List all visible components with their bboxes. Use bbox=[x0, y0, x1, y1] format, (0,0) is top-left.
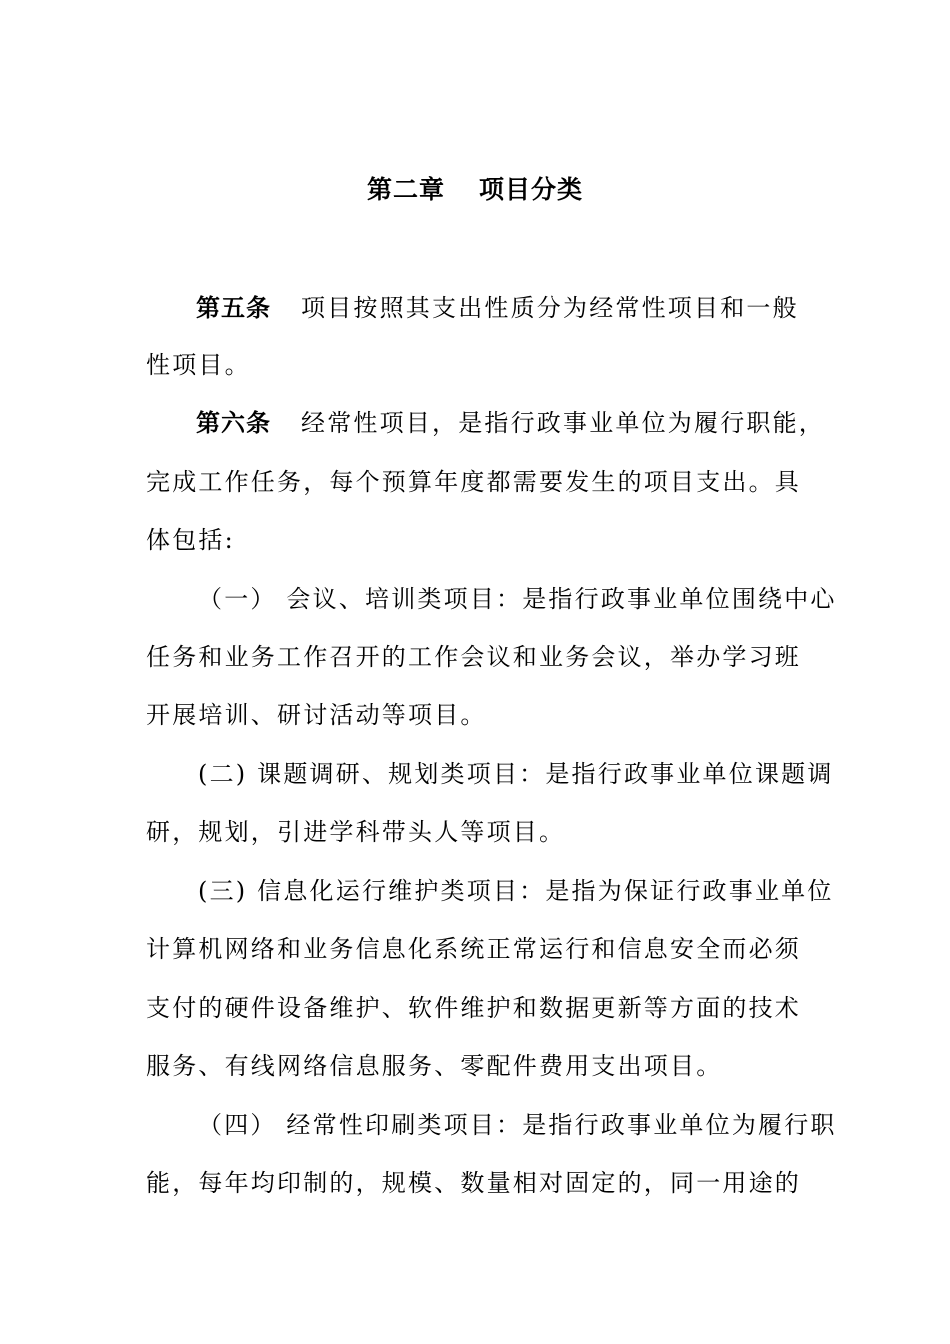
item-3-line-3: 支付的硬件设备维护、软件维护和数据更新等方面的技术 bbox=[146, 994, 801, 1022]
article-6-line-2: 完成工作任务，每个预算年度都需要发生的项目支出。具 bbox=[146, 468, 801, 496]
item-1-line-1: （一） 会议、培训类项目：是指行政事业单位围绕中心 bbox=[198, 585, 837, 613]
article-6-line-1 bbox=[196, 406, 826, 440]
chapter-heading bbox=[0, 172, 950, 208]
article-5-line-2: 性项目。 bbox=[146, 351, 251, 379]
chapter-number: 第二章 bbox=[366, 175, 445, 204]
item-1-line-3: 开展培训、研讨活动等项目。 bbox=[146, 701, 487, 729]
item-3-line-1: (三) 信息化运行维护类项目：是指为保证行政事业单位 bbox=[198, 877, 834, 905]
item-4-line-2: 能，每年均印制的，规模、数量相对固定的，同一用途的 bbox=[146, 1169, 801, 1197]
article-5-line-1 bbox=[196, 291, 826, 325]
article-5-number: 第五条 bbox=[196, 294, 271, 322]
item-2-line-2: 研，规划，引进学科带头人等项目。 bbox=[146, 818, 566, 846]
item-2-line-1: (二) 课题调研、规划类项目：是指行政事业单位课题调 bbox=[198, 760, 834, 788]
item-4-line-1: （四） 经常性印刷类项目：是指行政事业单位为履行职 bbox=[198, 1111, 837, 1139]
item-1-line-2: 任务和业务工作召开的工作会议和业务会议，举办学习班 bbox=[146, 643, 801, 671]
article-6-number: 第六条 bbox=[196, 409, 271, 437]
article-6-text-1: 经常性项目，是指行政事业单位为履行职能， bbox=[301, 409, 825, 437]
item-3-line-2: 计算机网络和业务信息化系统正常运行和信息安全而必须 bbox=[146, 935, 801, 963]
article-6-line-3: 体包括: bbox=[146, 526, 235, 554]
article-5-text-1: 项目按照其支出性质分为经常性项目和一般 bbox=[301, 294, 799, 322]
chapter-title-text: 项目分类 bbox=[479, 175, 584, 204]
item-3-line-4: 服务、有线网络信息服务、零配件费用支出项目。 bbox=[146, 1052, 723, 1080]
